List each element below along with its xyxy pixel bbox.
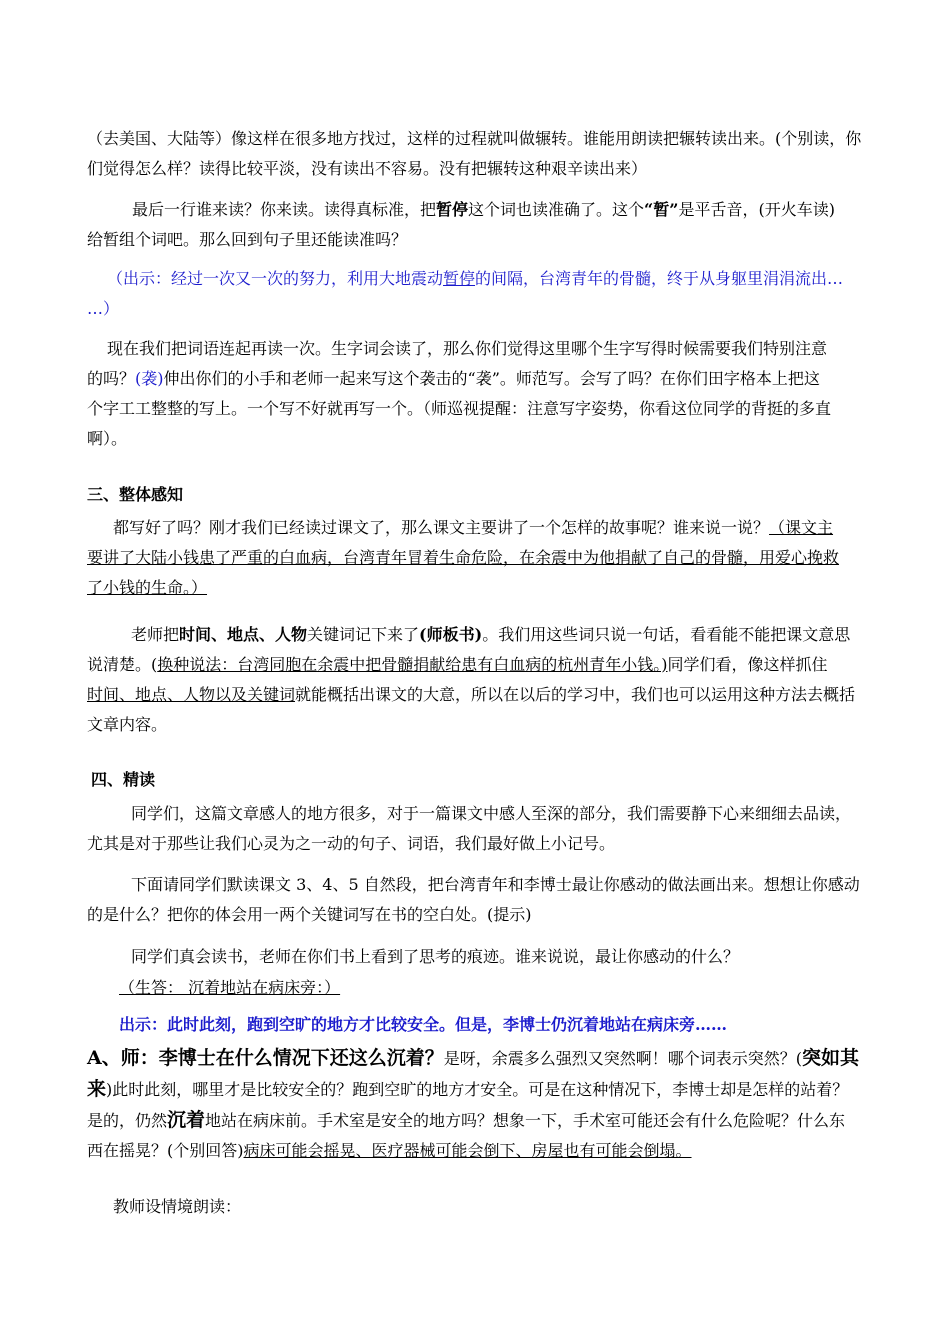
character-xi: (袭) xyxy=(135,369,164,388)
keywords-time-place-people: 时间、地点、人物 xyxy=(179,625,308,644)
paragraph-4 xyxy=(87,513,867,603)
paragraph-7-line-2: 的是什么？把你的体会用一两个关键词写在书的空白处。(提示) xyxy=(87,905,532,924)
paragraph-3 xyxy=(87,334,867,454)
paragraph-3-text: 伸出你们的小手和老师一起来写这个袭击的“袭”。师范写。会写了吗？在你们田字格本上把这 xyxy=(163,369,820,388)
paragraph-2 xyxy=(87,195,867,255)
paragraph-2-text: 是平舌音，(开火车读) xyxy=(678,200,835,219)
keyword-zanting: 暂停 xyxy=(436,200,469,219)
paragraph-3-line-4: 啊）。 xyxy=(87,429,128,448)
paragraph-5-text: 关键词记下来了 xyxy=(307,625,420,644)
paragraph-7 xyxy=(87,870,867,930)
paragraph-1-line-2: 们觉得怎么样？读得比较平淡，没有读出不容易。没有把辗转这种艰辛读出来） xyxy=(87,159,648,178)
paragraph-2-text: 这个词也读准确了。这个 xyxy=(468,200,645,219)
paragraph-5 xyxy=(87,620,867,740)
paragraph-5-text: 同学们看，像这样抓住 xyxy=(667,655,828,674)
paragraph-a-text: 是呀，余震多么强烈又突然啊！哪个词表示突然？( xyxy=(443,1049,802,1068)
alternate-summary: 换种说法：台湾同胞在余震中把骨髓捐献给患有白血病的杭州青年小钱。) xyxy=(157,655,668,674)
question-a: A、师：李博士在什么情况下还这么沉着？ xyxy=(87,1047,444,1069)
answer-text: 了小钱的生命。） xyxy=(87,578,208,597)
display-text-end: …） xyxy=(87,299,120,318)
section-heading-4: 四、精读 xyxy=(91,770,156,789)
paragraph-8: 同学们真会读书，老师在你们书上看到了思考的痕迹。谁来说说，最让你感动的什么？ xyxy=(131,947,740,966)
paragraph-5-text: 。我们用这些词只说一句话，看看能不能把课文意思 xyxy=(482,625,851,644)
student-answer: （生答： 沉着地站在病床旁：） xyxy=(119,978,341,997)
summary-method: 时间、地点、人物以及关键词 xyxy=(87,685,296,704)
paragraph-a xyxy=(87,1043,867,1166)
paragraph-a-text: )此时此刻，哪里才是比较安全的？跑到空旷的地方才安全。可是在这种情况下，李博士却是怎样的站着？ xyxy=(106,1080,849,1099)
board-note: (师板书) xyxy=(419,625,483,644)
paragraph-a-text: 西在摇晃？(个别回答) xyxy=(87,1141,244,1160)
keyword-zan: “暂” xyxy=(644,200,679,219)
paragraph-6 xyxy=(87,799,867,859)
paragraph-a-text: 是的，仍然 xyxy=(87,1111,168,1130)
paragraph-last: 教师设情境朗读： xyxy=(113,1197,242,1216)
display-text: （出示：经过一次又一次的努力，利用大地震动 xyxy=(107,269,444,288)
paragraph-6-line-2: 尤其是对于那些让我们心灵为之一动的句子、词语，我们最好做上小记号。 xyxy=(87,834,616,853)
paragraph-2-text: 最后一行谁来读？你来读。读得真标准，把 xyxy=(132,200,437,219)
paragraph-3-text: 的吗？ xyxy=(87,369,136,388)
paragraph-1-line-1: （去美国、大陆等）像这样在很多地方找过，这样的过程就叫做辗转。谁能用朗读把辗转读出来。(个别读，你 xyxy=(87,129,862,148)
keyword-turuqilai-end: 来 xyxy=(87,1078,107,1100)
answer-text: 要讲了大陆小钱患了严重的白血病，台湾青年冒着生命危险，在余震中为他捐献了自己的骨髓，用爱心挽救 xyxy=(87,548,840,567)
keyword-chenzhuo: 沉着 xyxy=(167,1109,206,1131)
paragraph-5-text: 说清楚。( xyxy=(87,655,158,674)
display-text: 的间隔，台湾青年的骨髓，终于从身躯里涓涓流出… xyxy=(475,269,844,288)
paragraph-6-line-1: 同学们，这篇文章感人的地方很多，对于一篇课文中感人至深的部分，我们需要静下心来细细去品读， xyxy=(131,804,852,823)
paragraph-5-text: 就能概括出课文的大意，所以在以后的学习中，我们也可以运用这种方法去概括 xyxy=(295,685,856,704)
paragraph-5-text: 老师把 xyxy=(131,625,180,644)
paragraph-3-line-1: 现在我们把词语连起再读一次。生字词会读了，那么你们觉得这里哪个生字写得时候需要我们特别注意 xyxy=(107,339,828,358)
paragraph-a-text: 地站在病床前。手术室是安全的地方吗？想象一下，手术室可能还会有什么危险呢？什么东 xyxy=(205,1111,846,1130)
paragraph-5-line-4: 文章内容。 xyxy=(87,715,168,734)
answer-text: （课文主 xyxy=(769,518,834,537)
paragraph-7-line-1: 下面请同学们默读课文 3、4、5 自然段，把台湾青年和李博士最让你感动的做法画出来。想想让你感动 xyxy=(131,875,860,894)
display-sentence-2: 出示：此时此刻，跑到空旷的地方才比较安全。但是，李博士仍沉着地站在病床旁…… xyxy=(119,1015,728,1034)
paragraph-1 xyxy=(87,124,867,184)
keyword-turuqilai: 突如其 xyxy=(802,1047,860,1069)
paragraph-2-line-2: 给暂组个词吧。那么回到句子里还能读准吗？ xyxy=(87,230,408,249)
display-keyword: 暂停 xyxy=(443,269,476,288)
paragraph-3-line-3: 个字工工整整的写上。一个写不好就再写一个。（师巡视提醒：注意写字姿势，你看这位同学的背挺的多直 xyxy=(87,399,832,418)
paragraph-4-text: 都写好了吗？刚才我们已经读过课文了，那么课文主要讲了一个怎样的故事呢？谁来说一说？ xyxy=(113,518,770,537)
answer-text: 病床可能会摇晃、医疗器械可能会倒下、房屋也有可能会倒塌。 xyxy=(243,1141,692,1160)
display-sentence-1 xyxy=(87,264,867,324)
section-heading-3: 三、整体感知 xyxy=(87,485,184,504)
